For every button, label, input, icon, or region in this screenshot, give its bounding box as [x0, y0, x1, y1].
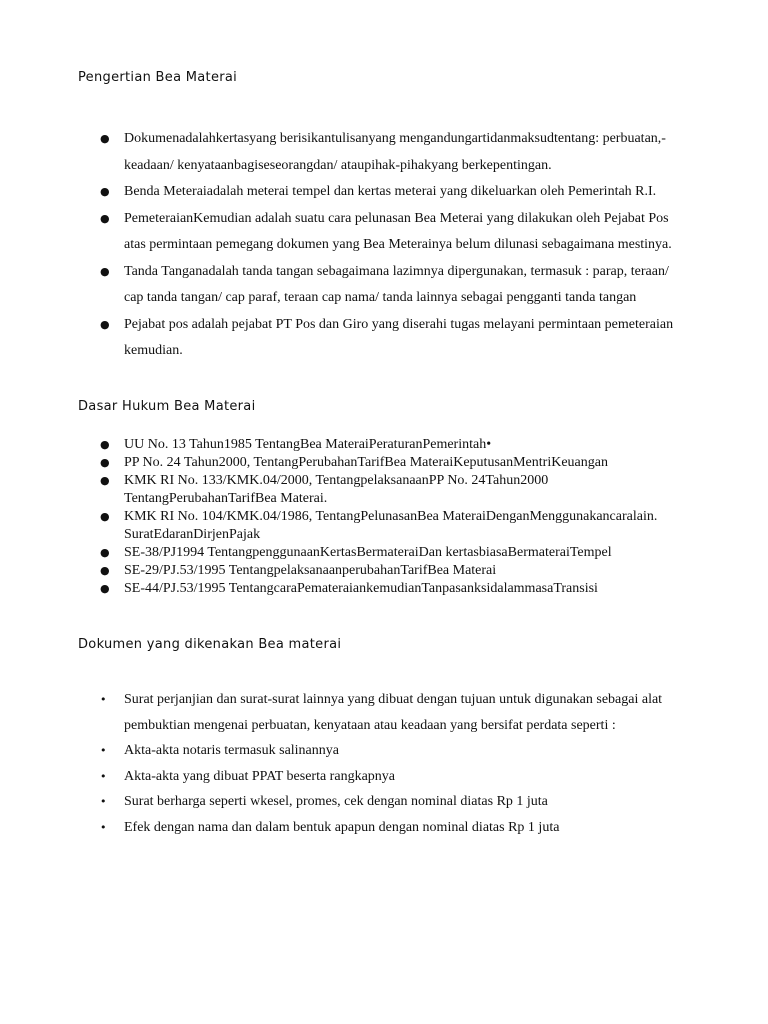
section-heading-dokumen: Dokumen yang dikenakan Bea materai: [78, 637, 342, 652]
bullet-icon: ●: [100, 132, 110, 145]
legal-basis-list: [0, 436, 720, 598]
bullet-icon: •: [100, 795, 107, 808]
item-text-line: SE-38/PJ1994 TentangpenggunaanKertasBermateraiDan kertasbiasaBermateraiTempel: [124, 545, 612, 560]
item-text-line: keadaan/ kenyataanbagiseseorangdan/ ataupihak-pihakyang berkepentingan.: [124, 157, 552, 173]
item-text-line: TentangPerubahanTarifBea Materai.: [124, 491, 328, 506]
list-item: [0, 312, 720, 365]
item-text-line: Dokumenadalahkertasyang berisikantulisanyang mengandungartidanmaksudtentang: perbuatan,-: [124, 131, 666, 146]
item-text-line: atas permintaan pemegang dokumen yang Bea Meterainya belum dilunasi sebagaimana mestinya.: [124, 237, 672, 252]
item-text-line: kemudian.: [124, 343, 183, 358]
bullet-icon: ●: [100, 211, 110, 225]
bullet-icon: ●: [100, 474, 110, 487]
item-text-line: cap tanda tangan/ cap paraf, teraan cap nama/ tanda lainnya sebagai pengganti tanda tangan: [124, 290, 637, 305]
item-text-line: pembuktian mengenai perbuatan, kenyataan atau keadaan yang bersifat perdata seperti :: [124, 717, 616, 733]
bullet-icon: ●: [100, 564, 110, 577]
item-text-line: Surat berharga seperti wkesel, promes, cek dengan nominal diatas Rp 1 juta: [124, 794, 548, 809]
bullet-icon: ●: [100, 510, 110, 523]
list-item: [0, 687, 720, 738]
bullet-icon: •: [100, 744, 107, 757]
bullet-icon: ●: [100, 456, 110, 469]
bullet-icon: •: [100, 693, 107, 706]
section-heading-dasar-hukum: Dasar Hukum Bea Materai: [78, 399, 256, 414]
item-text-line: Pejabat pos adalah pejabat PT Pos dan Giro yang diserahi tugas melayani permintaan pemeteraian: [124, 316, 674, 332]
item-text-line: PemeteraianKemudian adalah suatu cara pelunasan Bea Meterai yang dilakukan oleh Pejabat Pos: [124, 210, 669, 226]
list-item: [0, 472, 720, 508]
item-text-line: SE-44/PJ.53/1995 TentangcaraPemateraiankemudianTanpasanksidalammasaTransisi: [124, 581, 598, 596]
bullet-icon: •: [100, 820, 107, 834]
list-item: [0, 580, 720, 598]
section-heading-pengertian: Pengertian Bea Materai: [78, 70, 238, 85]
item-text-line: UU No. 13 Tahun1985 TentangBea MateraiPeraturanPemerintah•: [124, 437, 492, 452]
item-text-line: Tanda Tanganadalah tanda tangan sebagaimana lazimnya dipergunakan, termasuk : parap, teraan/: [124, 263, 669, 279]
item-text-line: Benda Meteraiadalah meterai tempel dan kertas meterai yang dikeluarkan oleh Pemerintah R.I.: [124, 184, 657, 199]
bullet-icon: ●: [100, 438, 110, 451]
bullet-icon: •: [100, 769, 107, 783]
bullet-icon: ●: [100, 185, 110, 198]
item-text-line: Akta-akta notaris termasuk salinannya: [124, 743, 339, 758]
list-item: [0, 126, 720, 179]
list-item: [0, 544, 720, 562]
list-item: [0, 789, 720, 815]
item-text-line: SuratEdaranDirjenPajak: [124, 527, 261, 542]
bullet-icon: ●: [100, 546, 110, 559]
list-item: [0, 562, 720, 580]
item-text-line: Akta-akta yang dibuat PPAT beserta rangkapnya: [124, 768, 395, 784]
bullet-icon: ●: [100, 264, 110, 278]
list-item: [0, 508, 720, 544]
list-item: [0, 179, 720, 206]
bullet-icon: ●: [100, 317, 110, 331]
list-item: [0, 815, 720, 841]
list-item: [0, 259, 720, 312]
item-text-line: SE-29/PJ.53/1995 TentangpelaksanaanperubahanTarifBea Materai: [124, 563, 497, 578]
taxable-documents-list: [0, 687, 720, 840]
list-item: [0, 436, 720, 454]
item-text-line: PP No. 24 Tahun2000, TentangPerubahanTarifBea MateraiKeputusanMentriKeuangan: [124, 455, 608, 470]
item-text-line: Efek dengan nama dan dalam bentuk apapun dengan nominal diatas Rp 1 juta: [124, 819, 560, 835]
item-text-line: KMK RI No. 133/KMK.04/2000, TentangpelaksanaanPP No. 24Tahun2000: [124, 473, 549, 488]
list-item: [0, 454, 720, 472]
list-item: [0, 206, 720, 259]
list-item: [0, 764, 720, 790]
list-item: [0, 738, 720, 764]
definition-list: [0, 126, 720, 365]
item-text-line: KMK RI No. 104/KMK.04/1986, TentangPelunasanBea MateraiDenganMenggunakancaralain.: [124, 509, 658, 524]
bullet-icon: ●: [100, 582, 110, 595]
item-text-line: Surat perjanjian dan surat-surat lainnya yang dibuat dengan tujuan untuk digunakan sebagai alat: [124, 692, 663, 707]
